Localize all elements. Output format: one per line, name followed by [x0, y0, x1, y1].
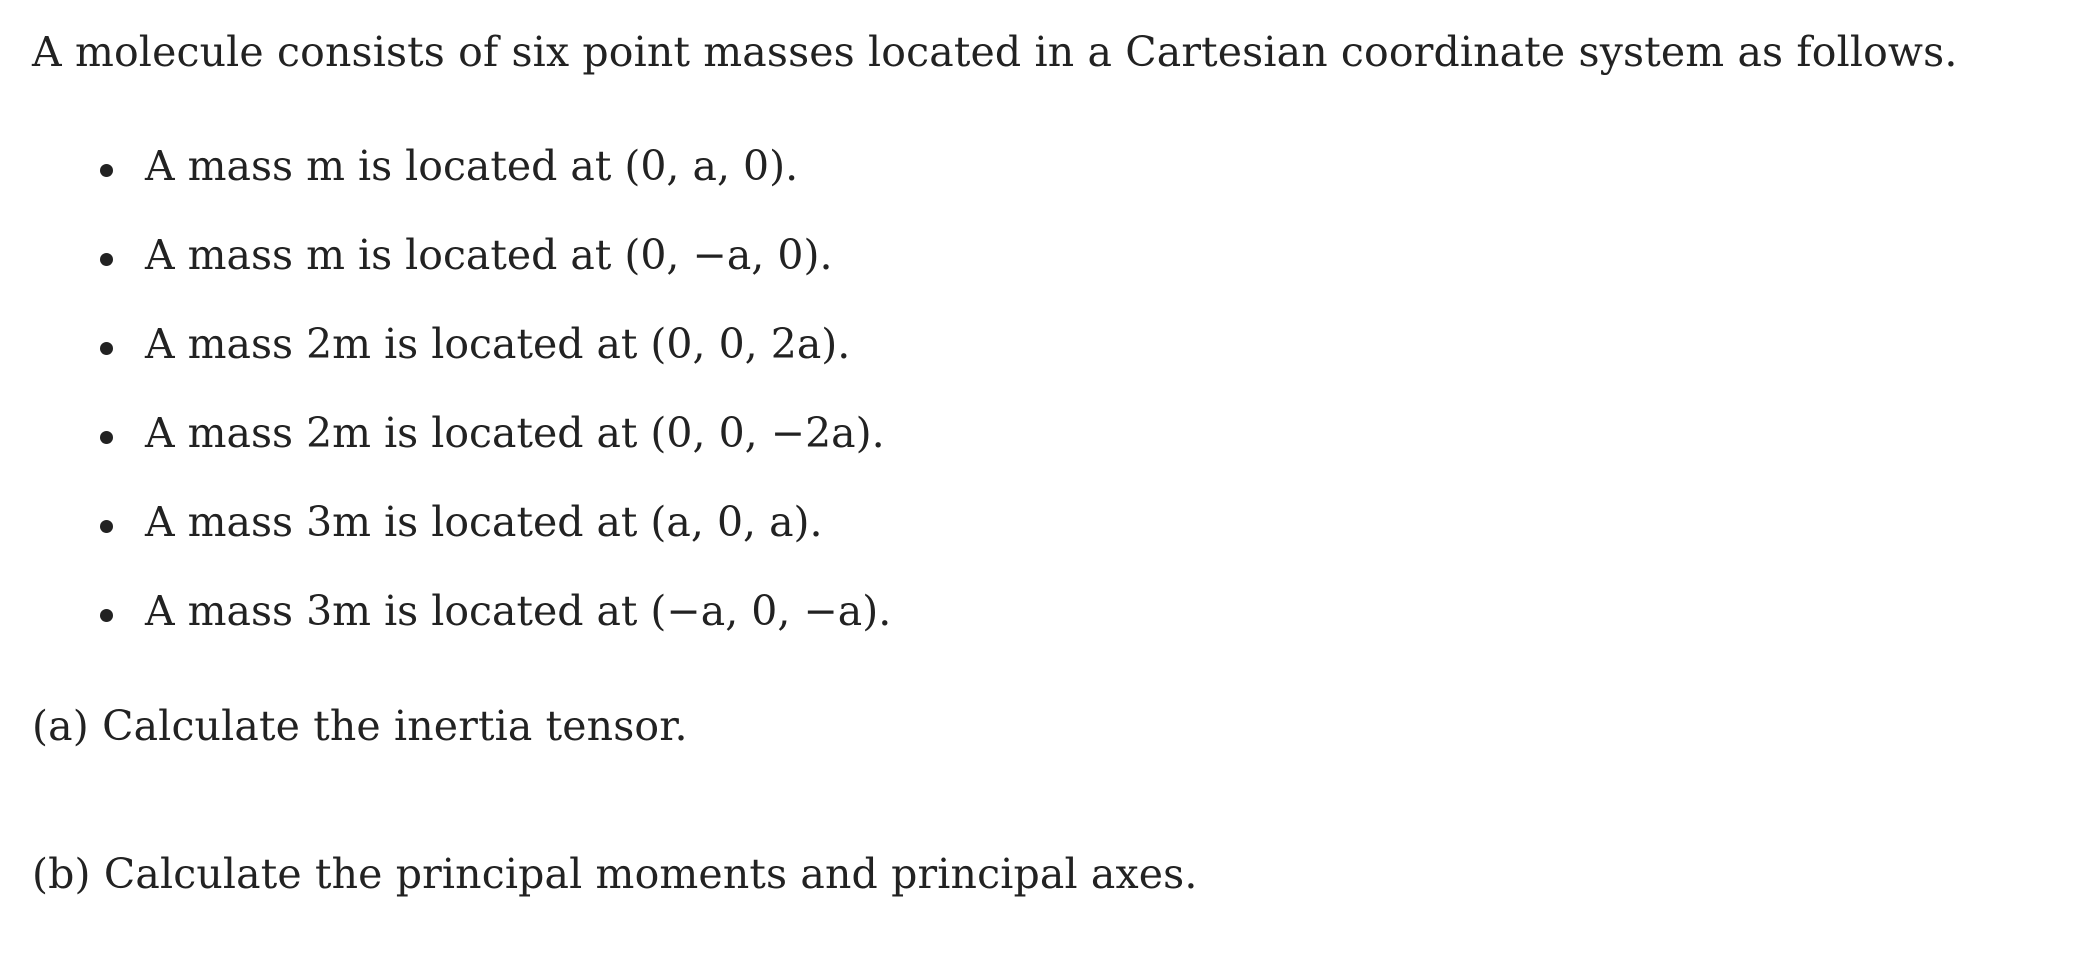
- mass-description: A mass 2m is located at (0, 0, 2a).: [145, 320, 851, 368]
- bullet-icon: [100, 431, 113, 444]
- bullet-icon: [100, 520, 113, 533]
- bullet-icon: [100, 342, 113, 355]
- mass-description: A mass 3m is located at (−a, 0, −a).: [145, 587, 892, 635]
- mass-description: A mass 3m is located at (a, 0, a).: [145, 498, 823, 546]
- mass-description: A mass 2m is located at (0, 0, −2a).: [145, 409, 885, 457]
- mass-description: A mass m is located at (0, −a, 0).: [145, 231, 833, 279]
- bullet-icon: [100, 164, 113, 177]
- question-part-a: (a) Calculate the inertia tensor.: [32, 702, 688, 750]
- question-part-b: (b) Calculate the principal moments and principal axes.: [32, 850, 1198, 898]
- bullet-icon: [100, 253, 113, 266]
- mass-description: A mass m is located at (0, a, 0).: [145, 142, 799, 190]
- bullet-icon: [100, 609, 113, 622]
- problem-intro: A molecule consists of six point masses located in a Cartesian coordinate system as follows.: [32, 28, 1958, 76]
